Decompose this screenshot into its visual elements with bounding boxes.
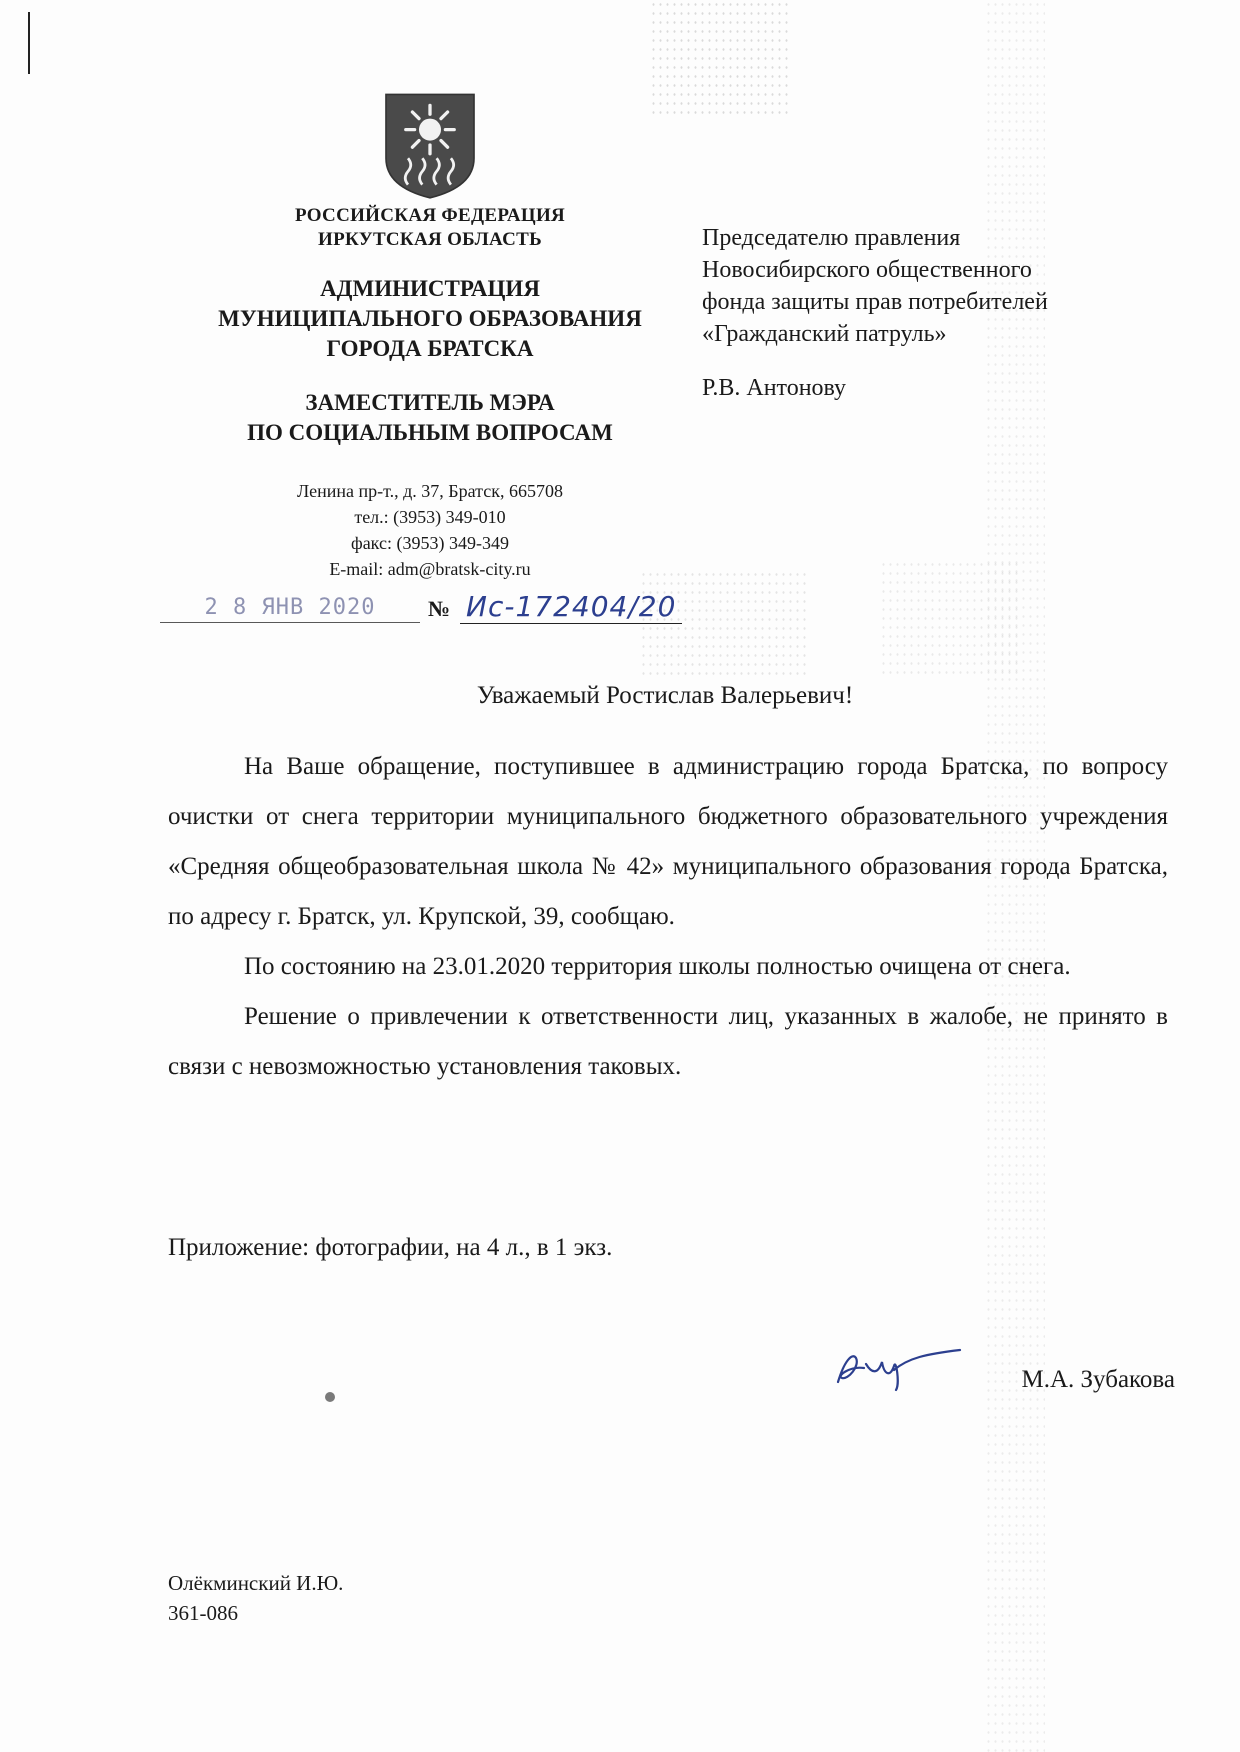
admin-title-line1: АДМИНИСТРАЦИЯ xyxy=(320,276,540,301)
paragraph-3: Решение о привлечении к ответственности лиц, указанных в жалобе, не принято в связи с невозможностью установления таковых. xyxy=(168,1003,1168,1080)
addressee-line2: Новосибирского общественного xyxy=(702,257,1032,283)
admin-title-line3: ГОРОДА БРАТСКА xyxy=(326,336,534,361)
sender-address: Ленина пр-т., д. 37, Братск, 665708 xyxy=(297,481,563,501)
addressee-line3: фонда защиты прав потребителей xyxy=(702,289,1048,315)
registration-number-label: № xyxy=(428,596,451,621)
scan-dot xyxy=(325,1392,335,1402)
admin-title-line2: МУНИЦИПАЛЬНОГО ОБРАЗОВАНИЯ xyxy=(218,306,642,331)
addressee-line4: «Гражданский патруль» xyxy=(702,321,947,347)
addressee-block xyxy=(702,222,1172,404)
region-name: ИРКУТСКАЯ ОБЛАСТЬ xyxy=(318,229,542,250)
registration-number: Ис-172404/20 xyxy=(460,590,682,624)
scan-edge-mark xyxy=(28,12,30,74)
executor-name: Олёкминский И.Ю. xyxy=(168,1571,344,1595)
signature-block xyxy=(830,1348,1175,1408)
addressee-name: Р.В. Антонову xyxy=(702,375,847,401)
deputy-title-line1: ЗАМЕСТИТЕЛЬ МЭРА xyxy=(305,390,555,415)
executor-block xyxy=(168,1568,343,1628)
registration-date-stamp: 2 8 ЯНВ 2020 xyxy=(160,594,420,623)
sender-fax: факс: (3953) 349-349 xyxy=(351,533,509,553)
signer-name: М.А. Зубакова xyxy=(1021,1366,1175,1393)
paragraph-1: На Ваше обращение, поступившее в администрацию города Братска, по вопросу очистки от снега территории муниципального бюджетного образовательного учреждения «Средняя общеобразовательная школа № 42» муниципального образования города Братска, по адресу г. Братск, ул. Крупской, 39, сообщаю. xyxy=(168,753,1168,930)
coat-of-arms-icon xyxy=(375,90,485,200)
sender-header xyxy=(160,90,700,582)
sender-email: E-mail: adm@bratsk-city.ru xyxy=(329,559,531,579)
addressee-line1: Председателю правления xyxy=(702,225,961,251)
scan-noise-center xyxy=(880,560,1020,680)
executor-phone: 361-086 xyxy=(168,1601,238,1625)
letter-greeting: Уважаемый Ростислав Валерьевич! xyxy=(476,682,854,709)
attachment-note: Приложение: фотографии, на 4 л., в 1 экз. xyxy=(168,1234,613,1261)
deputy-title-line2: ПО СОЦИАЛЬНЫМ ВОПРОСАМ xyxy=(247,420,613,445)
registration-line xyxy=(160,590,680,634)
country-name: РОССИЙСКАЯ ФЕДЕРАЦИЯ xyxy=(294,205,566,226)
sender-phone: тел.: (3953) 349-010 xyxy=(354,507,506,527)
letter-body xyxy=(168,742,1168,1092)
handwritten-signature-icon xyxy=(830,1344,980,1394)
paragraph-2: По состоянию на 23.01.2020 территория школы полностью очищена от снега. xyxy=(244,953,1071,980)
